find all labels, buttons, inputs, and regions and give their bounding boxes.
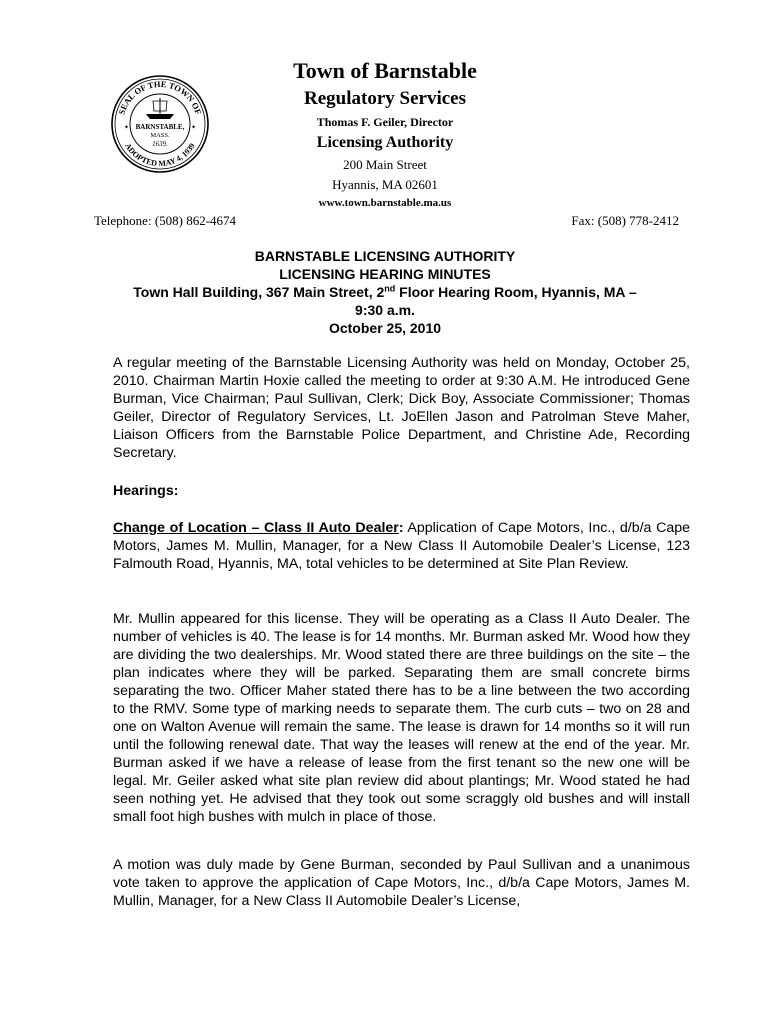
seal-bottom-arc: ADOPTED MAY 4, 1939 [123,141,197,169]
town-title: Town of Barnstable [293,58,477,83]
telephone-number: Telephone: (508) 862-4674 [94,213,237,228]
hearings-label: Hearings: [113,483,179,499]
hearing-colon: : [398,520,404,536]
intro-paragraph: A regular meeting of the Barnstable Licensing Authority was held on Monday, October 25, 2010. Chairman Martin Hoxie called the meeting to order at 9:30 A.M. He introduced Gene Burman, Vice Chairman; Paul Sullivan, Clerk; Dick Boy, Associate Commissioner; Thomas Geiler, Director of Regulatory Services, Lt. JoEllen Jason and Patrolman Steve Maher, Liaison Officers from the Barnstable Police Department, and Christine Ade, Recording Secretary. [113,355,690,461]
org-heading: BARNSTABLE LICENSING AUTHORITY [254,248,516,264]
seal-center-year: 1639. [152,140,168,148]
location-heading [0,284,770,300]
svg-text:✦: ✦ [124,124,130,131]
address-line-2: Hyannis, MA 02601 [332,177,438,192]
meeting-date: October 25, 2010 [328,320,442,336]
minutes-heading: LICENSING HEARING MINUTES [279,266,491,282]
motion-paragraph: A motion was duly made by Gene Burman, seconded by Paul Sullivan and a unanimous vote taken to approve the application of Cape Motors, Inc., d/b/a Cape Motors, James M. Mullin, Manager, for a New Class II Automobile Dealer’s License, [113,857,690,909]
svg-text:✦: ✦ [191,124,197,131]
director-name: Thomas F. Geiler, Director [316,115,454,129]
hearing-paragraph [113,519,690,573]
seal-center-state: MASS. [150,132,170,139]
address-line-1: 200 Main Street [343,157,427,172]
seal-top-arc: SEAL OF THE TOWN OF [116,78,204,116]
hearing-text: Application of Cape Motors, Inc., d/b/a Cape Motors, James M. Mullin, Manager, for a New Class II Automobile Dealer’s License, 123 Falmouth Road, Hyannis, MA, total vehicles to be determined at Site Plan Review. [113,520,690,572]
authority-title: Licensing Authority [316,134,454,151]
location-sup: nd [384,283,396,294]
website-link[interactable]: www.town.barnstable.ma.us [318,197,452,209]
discussion-paragraph: Mr. Mullin appeared for this license. They will be operating as a Class II Auto Dealer. The number of vehicles is 40. The lease is for 14 months. Mr. Burman asked Mr. Wood how they are dividing the two dealerships. Mr. Wood stated there are three buildings on the site – the plan indicates where they will be parked. Separating them are small concrete birms separating the two. Officer Maher stated there has to be a line between the two according to the RMV. Some type of marking needs to separate them. The curb cuts – two on 28 and one on Walton Avenue will remain the same. The lease is drawn for 14 months so it will run until the following renewal date. That way the leases will renew at the end of the year. Mr. Burman asked if we have a release of lease from the first tenant so the new one will be legal. Mr. Geiler asked what site plan review did about plantings; Mr. Wood stated he had seen nothing yet. He advised that they took out some scraggly old bushes and will install small foot high bushes with mulch in place of those. [113,611,690,825]
location-pre: Town Hall Building, 367 Main Street, 2 [133,284,385,300]
seal-center-name: BARNSTABLE, [135,123,185,131]
fax-number: Fax: (508) 778-2412 [571,213,679,228]
meeting-time: 9:30 a.m. [355,302,415,318]
department-title: Regulatory Services [304,88,466,109]
hearing-lead: Change of Location – Class II Auto Dealer [113,520,399,536]
location-post: Floor Hearing Room, Hyannis, MA – [395,284,637,300]
